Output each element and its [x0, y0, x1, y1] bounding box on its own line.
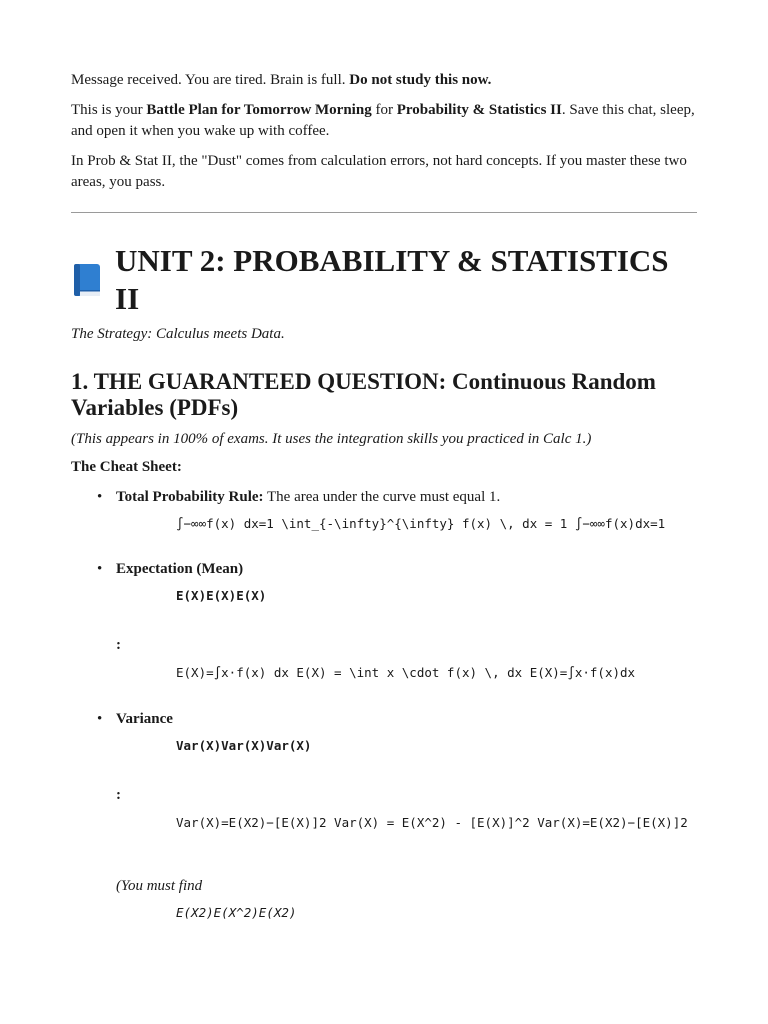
bullet: •	[97, 711, 103, 727]
intro-paragraph-3: In Prob & Stat II, the "Dust" comes from calculation errors, not hard concepts. If you master these two areas, you pass.	[71, 153, 687, 190]
intro-text: for	[371, 102, 397, 118]
intro-paragraph-1	[71, 70, 697, 91]
list-item-variance	[97, 709, 697, 922]
list-item-expectation	[97, 559, 697, 682]
item-label: Total Probability Rule:	[116, 489, 264, 505]
document-page	[71, 70, 697, 922]
unit-title-text: UNIT 2: PROBABILITY & STATISTICS II	[115, 243, 669, 316]
strategy-subtitle: The Strategy: Calculus meets Data.	[71, 326, 285, 342]
expectation-symbol: E(X)E(X)E(X)	[176, 588, 267, 603]
bullet: •	[97, 489, 103, 505]
intro-text: Message received. You are tired. Brain is full.	[71, 72, 350, 88]
item-text: The area under the curve must equal 1.	[263, 489, 501, 505]
item-label: Expectation (Mean)	[116, 561, 244, 577]
must-find-note: (You must find	[116, 878, 203, 894]
intro-paragraph-2	[71, 100, 697, 142]
cheat-sheet-list	[71, 487, 697, 922]
item-label: Variance	[116, 711, 173, 727]
bullet: •	[97, 561, 103, 577]
unit-title	[71, 242, 697, 318]
item-colon: :	[116, 787, 121, 803]
list-item-total-probability	[97, 487, 697, 533]
section-divider	[71, 212, 697, 213]
intro-text: This is your	[71, 102, 147, 118]
formula-must-find: E(X2)E(X^2)E(X2)	[176, 905, 297, 920]
formula-total-probability: ∫−∞∞f(x) dx=1 \int_{-\infty}^{\infty} f(x) \, dx = 1 ∫−∞∞f(x)dx=1	[176, 516, 666, 531]
formula-expectation: E(X)=∫x⋅f(x) dx E(X) = \int x \cdot f(x) \, dx E(X)=∫x⋅f(x)dx	[176, 665, 636, 680]
section-heading: 1. THE GUARANTEED QUESTION: Continuous Random Variables (PDFs)	[71, 369, 656, 420]
intro-text: . Save this chat, sleep, and open it when you wake up with coffee.	[71, 102, 695, 139]
exam-note: (This appears in 100% of exams. It uses the integration skills you practiced in Calc 1.)	[71, 431, 592, 447]
formula-variance: Var(X)=E(X2)−[E(X)]2 Var(X) = E(X^2) - [E(X)]^2 Var(X)=E(X2)−[E(X)]2	[176, 815, 688, 830]
item-colon: :	[116, 637, 121, 653]
cheat-sheet-label: The Cheat Sheet:	[71, 459, 182, 475]
battle-plan-emphasis: Battle Plan for Tomorrow Morning	[146, 102, 372, 118]
book-icon	[71, 262, 103, 298]
course-name-emphasis: Probability & Statistics II	[396, 102, 562, 118]
intro-emphasis: Do not study this now.	[349, 72, 492, 88]
variance-symbol: Var(X)Var(X)Var(X)	[176, 738, 312, 753]
